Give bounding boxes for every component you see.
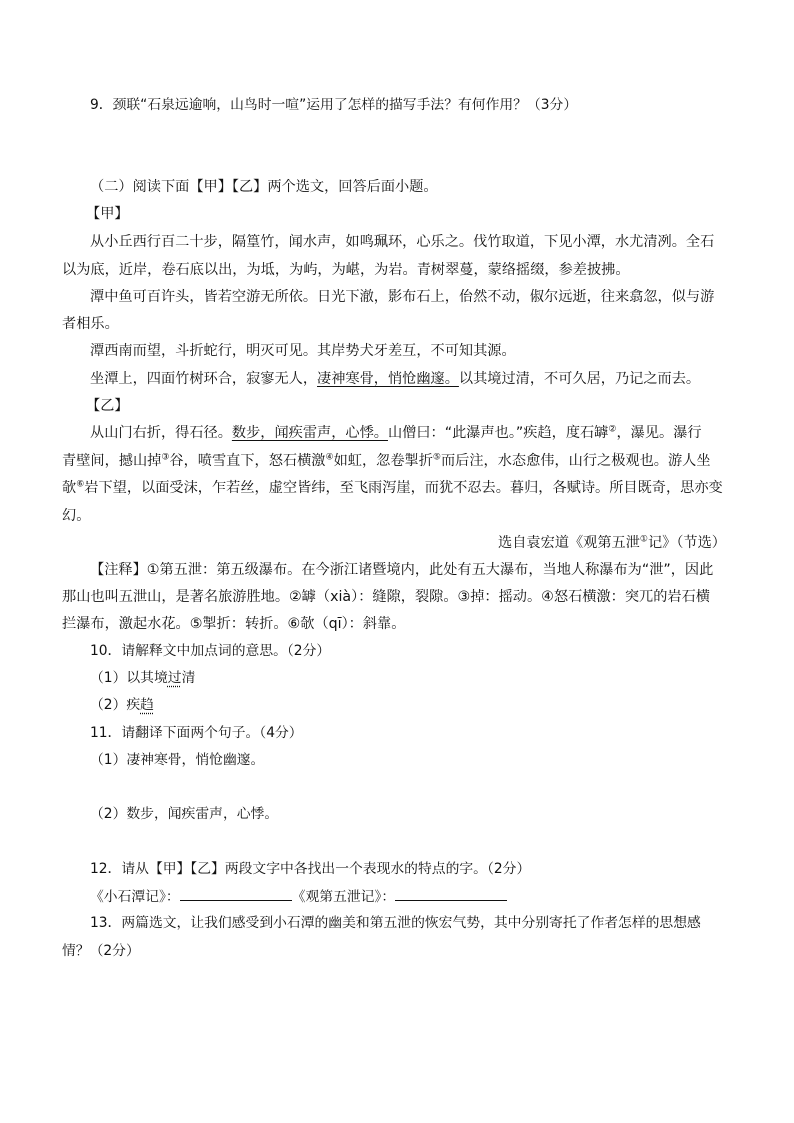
yi-l1-b: 山僧曰：“此瀑声也。”疾趋，度石罅: [387, 425, 609, 441]
jia-p2-line1: 潭中鱼可百许头，皆若空游无所依。日光下澈，影布石上，佁然不动，俶尔远逝，往来翕忽，似与游: [90, 289, 715, 305]
source-b: 记》（节选）: [647, 535, 726, 551]
source-citation: [498, 533, 726, 553]
jia-p1-line1: 从小丘西行百二十步，隔篁竹，闻水声，如鸣珮环，心乐之。伐竹取道，下见小潭，水尤清冽。全石: [90, 234, 715, 250]
jia-p2-line2: 者相乐。: [62, 316, 119, 332]
jia-p1-line2: 以为底，近岸，卷石底以出，为坻，为屿，为嵁，为岩。青树翠蔓，蒙络摇缀，参差披拂。: [62, 262, 630, 278]
q12-blank1[interactable]: [180, 886, 292, 901]
question-9: 9．颈联“石泉远逾响，山鸟时一喧”运用了怎样的描写手法？有何作用？（3分）: [90, 97, 578, 113]
jia-p4: [90, 369, 742, 389]
question-13-line1: 13．两篇选文，让我们感受到小石潭的幽美和第五泄的恢宏气势，其中分别寄托了作者怎样的思想感: [90, 915, 701, 931]
yi-l1-a: 从山门右折，得石径。: [90, 425, 232, 441]
question-13-line2: 情？（2分）: [62, 943, 140, 959]
yi-line4: 幻。: [62, 508, 91, 524]
yi-l3-note6: ⑥: [76, 479, 85, 490]
yi-l2-b: 谷，喷雪直下，怒石横激: [169, 453, 326, 469]
q12-label2: 《观第五泄记》：: [291, 889, 396, 905]
notes-line3: 拦瀑布，激起水花。⑤掣折：转折。⑥欹（qī）：斜靠。: [62, 616, 406, 632]
q12-label1: 《小石潭记》：: [90, 889, 180, 905]
q10-i1-pre: （1）以其境: [90, 670, 168, 686]
jia-label: 【甲】: [86, 206, 129, 222]
yi-l1-underlined: 数步，闻疾雷声，心悸。: [231, 425, 388, 441]
jia-p4-b: 以其境过清，不可久居，乃记之而去。: [458, 371, 701, 387]
yi-line2: [62, 451, 742, 471]
yi-label: 【乙】: [86, 398, 129, 414]
q12-answers: [90, 886, 742, 907]
yi-l2-note5: ⑤: [432, 452, 441, 463]
question-11: 11．请翻译下面两个句子。（4分）: [90, 725, 303, 741]
source-a: 选自袁宏道《观第五泄: [498, 535, 640, 551]
question-10: 10．请解释文中加点词的意思。（2分）: [90, 643, 331, 659]
yi-l1-c: ，瀑见。瀑行: [616, 425, 702, 441]
jia-p4-underlined: 凄神寒骨，悄怆幽邃。: [317, 371, 459, 387]
q10-item1: [90, 668, 742, 688]
section2-title: （二）阅读下面【甲】【乙】两个选文，回答后面小题。: [90, 179, 438, 195]
q10-i2-dotted-word: 趋: [140, 697, 154, 713]
yi-l3-a: 欹: [62, 480, 77, 496]
q10-i1-post: 清: [181, 670, 196, 686]
yi-line1: [90, 423, 742, 443]
question-12: 12．请从【甲】【乙】两段文字中各找出一个表现水的特点的字。（2分）: [90, 861, 531, 877]
yi-l1-note: ②: [608, 424, 617, 435]
q10-item2: [90, 695, 742, 715]
yi-l2-a: 青壁间，撼山掉: [62, 453, 162, 469]
yi-line3: [62, 478, 742, 498]
yi-l3-b: 岩下望，以面受沫，乍若丝，虚空皆纬，至飞雨泻崖，而犹不忍去。暮归，各赋诗。所目既奇，思亦变: [84, 480, 723, 496]
notes-line1: 【注释】①第五泄：第五级瀑布。在今浙江诸暨境内，此处有五大瀑布，当地人称瀑布为“泄”，因此: [90, 562, 714, 578]
q12-blank2[interactable]: [395, 886, 507, 901]
q10-i2-pre: （2）疾: [90, 697, 141, 713]
source-note: ①: [639, 534, 648, 545]
yi-l2-note3: ③: [161, 452, 170, 463]
q11-item1: （1）凄神寒骨，悄怆幽邃。: [90, 752, 265, 768]
q11-item2: （2）数步，闻疾雷声，心悸。: [90, 806, 279, 822]
jia-p4-a: 坐潭上，四面竹树环合，寂寥无人，: [90, 371, 318, 387]
yi-l2-d: 而后注，水态愈伟，山行之极观也。游人坐: [440, 453, 711, 469]
yi-l2-note4: ④: [325, 452, 334, 463]
notes-line2: 那山也叫五泄山，是著名旅游胜地。②罅（xià）：缝隙，裂隙。③掉：摇动。④怒石横激：突兀的岩石横: [62, 589, 710, 605]
q10-i1-dotted-word: 过: [167, 670, 182, 686]
yi-l2-c: 如虹，忽卷掣折: [333, 453, 433, 469]
jia-p3: 潭西南而望，斗折蛇行，明灭可见。其岸势犬牙差互，不可知其源。: [90, 343, 516, 359]
